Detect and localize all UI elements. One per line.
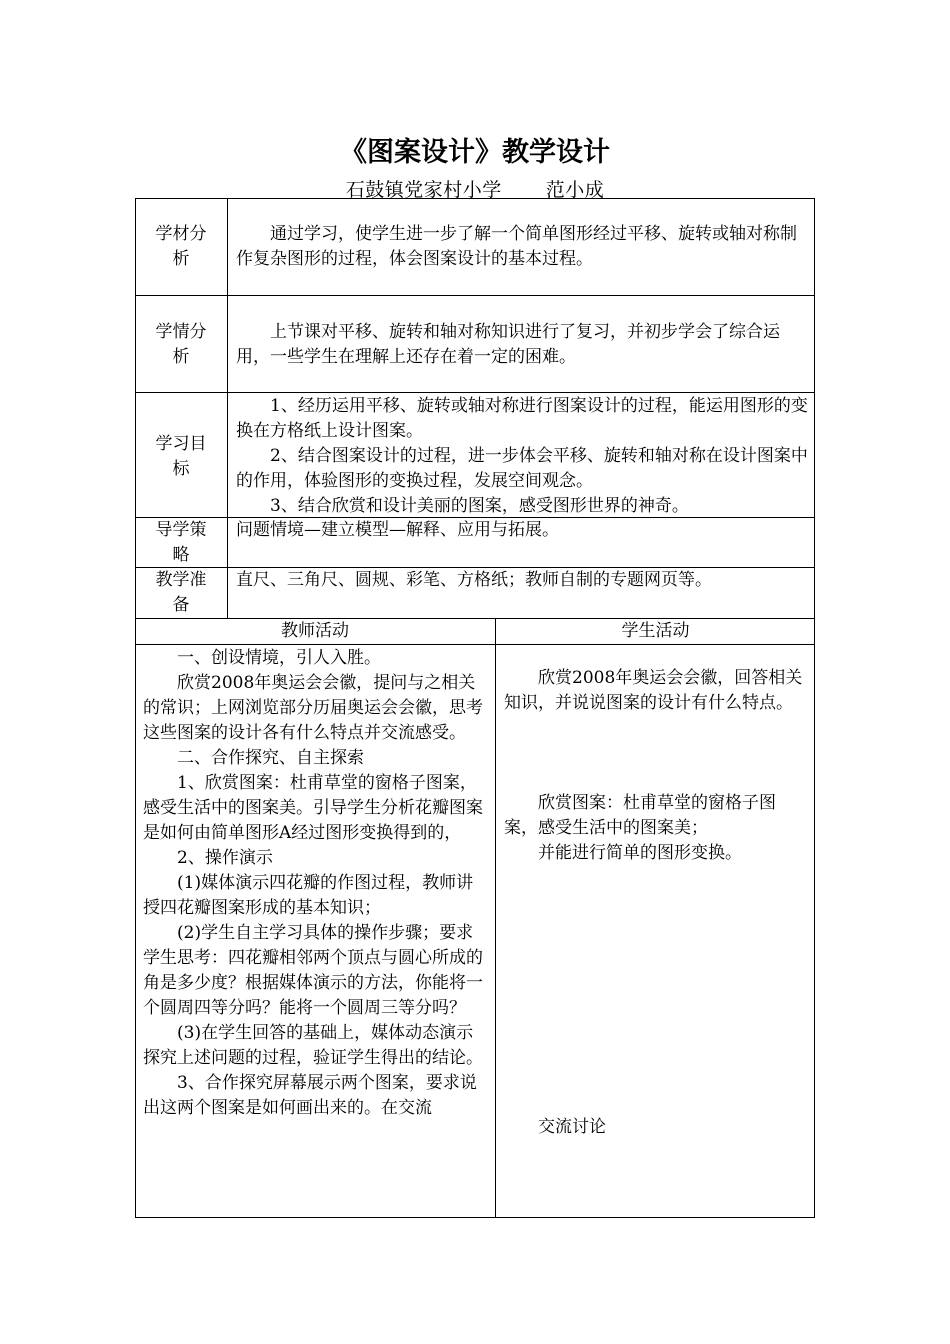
column-divider	[495, 618, 496, 1218]
teacher-activity-paragraph: (3)在学生回答的基础上，媒体动态演示探究上述问题的过程，验证学生得出的结论。	[143, 1023, 483, 1068]
author-name: 范小成	[545, 179, 605, 201]
teacher-activity-paragraph: 2、操作演示	[177, 848, 273, 868]
column-divider	[227, 198, 228, 618]
goal-item: 3、结合欣赏和设计美丽的图案，感受图形世界的神奇。	[270, 496, 689, 516]
student-activity-item: 欣赏图案：杜甫草堂的窗格子图案，感受生活中的图案美； 并能进行简单的图形变换。	[504, 793, 776, 863]
student-activity-header: 学生活动	[621, 621, 690, 641]
teacher-activity-paragraph: (2)学生自主学习具体的操作步骤；要求学生思考：四花瓣相邻两个顶点与圆心所成的角是多少度？根据媒体演示的方法，你能将一个圆周四等分吗？能将一个圆周三等分吗？	[143, 923, 483, 1018]
preparation-text: 直尺、三角尺、圆规、彩笔、方格纸；教师自制的专题网页等。	[236, 570, 712, 590]
teacher-activity-header: 教师活动	[281, 621, 349, 641]
teacher-activity-paragraph: 欣赏2008年奥运会会徽，提问与之相关的常识；上网浏览部分历届奥运会会徽，思考这些图案的设计各有什么特点并交流感受。	[143, 673, 483, 743]
row-label-material: 学材分 析	[155, 224, 207, 269]
teacher-activity-paragraph: 1、欣赏图案：杜甫草堂的窗格子图案，感受生活中的图案美。引导学生分析花瓣图案是如何由简单图形A经过图形变换得到的，	[143, 773, 483, 843]
school-name: 石鼓镇党家村小学	[345, 179, 502, 201]
strategy-text: 问题情境—建立模型—解释、应用与拓展。	[236, 520, 559, 540]
row-label-preparation: 教学准 备	[155, 570, 207, 615]
row-label-strategy: 导学策 略	[155, 520, 207, 565]
goal-item: 2、结合图案设计的过程，进一步体会平移、旋转和轴对称在设计图案中的作用，体验图形的变换过程，发展空间观念。	[236, 446, 808, 491]
row-divider	[135, 644, 815, 645]
row-divider	[135, 295, 815, 296]
teacher-activity-paragraph: 3、合作探究屏幕展示两个图案，要求说出这两个图案是如何画出来的。在交流	[143, 1073, 477, 1118]
page-title: 《图案设计》教学设计	[340, 137, 610, 168]
learning-goals	[236, 394, 808, 519]
teacher-activity-paragraph: 一、创设情境，引人入胜。	[177, 648, 381, 668]
goal-item: 1、经历运用平移、旋转或轴对称进行图案设计的过程，能运用图形的变换在方格纸上设计图案。	[236, 396, 808, 441]
row-label-learner: 学情分 析	[155, 322, 207, 367]
teacher-activity-paragraph: (1)媒体演示四花瓣的作图过程，教师讲授四花瓣图案形成的基本知识；	[143, 873, 474, 918]
material-analysis-text: 通过学习，使学生进一步了解一个简单图形经过平移、旋转或轴对称制作复杂图形的过程，体会图案设计的基本过程。	[236, 224, 797, 269]
teacher-activity-column	[143, 646, 488, 1121]
learner-analysis-text: 上节课对平移、旋转和轴对称知识进行了复习，并初步学会了综合运用，一些学生在理解上还存在着一定的困难。	[236, 322, 780, 367]
row-label-goals: 学习目 标	[155, 434, 207, 479]
teacher-activity-paragraph: 二、合作探究、自主探索	[177, 748, 364, 768]
row-divider	[135, 392, 815, 393]
student-activity-item: 交流讨论	[538, 1117, 606, 1137]
student-activity-item: 欣赏2008年奥运会会徽，回答相关知识，并说说图案的设计有什么特点。	[504, 668, 803, 713]
